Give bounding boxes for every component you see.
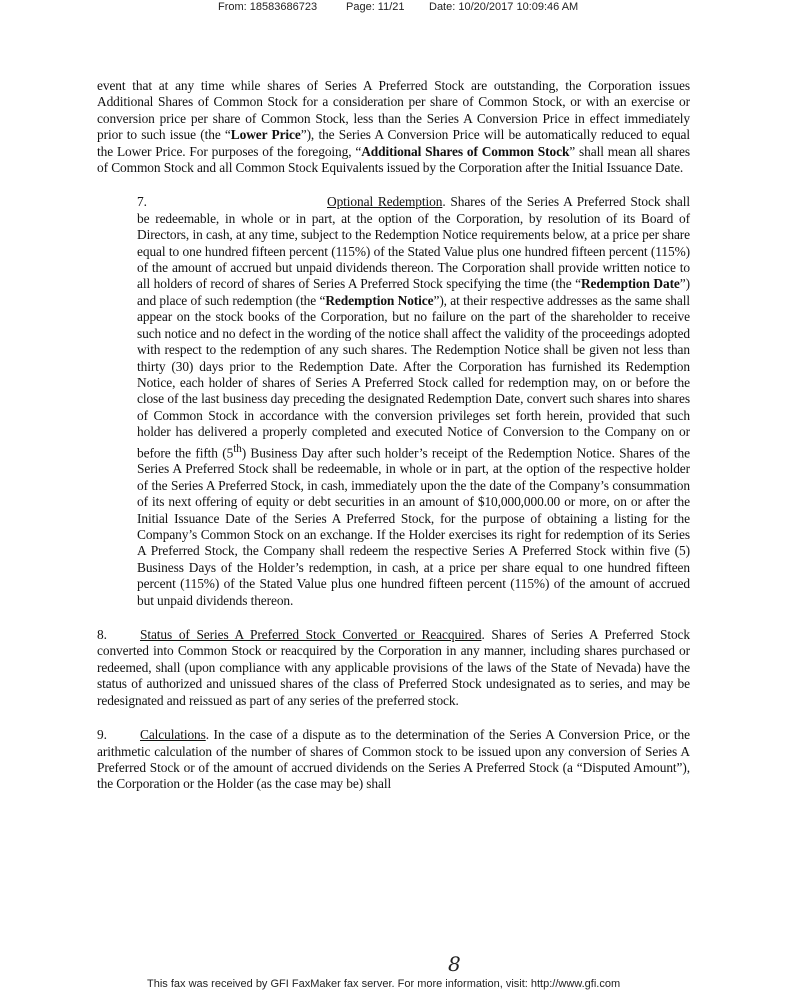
section-7-text-2: ”) and place of such redemption (the “: [137, 276, 690, 308]
section-7: [137, 194, 690, 609]
intro-text-2: ”), the Series A Conversion Price will be automatically reduced to equal the Lower Price. For purposes of the foregoing, “: [97, 127, 691, 159]
paragraph-intro: [97, 78, 690, 176]
term-redemption-date: Redemption Date: [580, 276, 680, 292]
fax-from: From: 18583686723: [218, 1, 318, 13]
section-8-number: 8.: [97, 627, 107, 643]
intro-text-3: ” shall mean all shares of Common Stock and all Common Stock Equivalents issued by the Corporation after the Initial Issuance Date.: [97, 143, 691, 176]
section-7-text-1: . Shares of the Series A Preferred Stock shall be redeemable, in whole or in part, at the option of the Corporation, by resolution of its Board of Directors, in cash, at any time, subject to the Redemption Notice requirements below, at a price per share equal to one hundred fifteen percent (115%) of the Stated Value plus one hundred fifteen percent (115%) of the amount of accrued but unpaid dividends thereon. The Corporation shall provide written notice to all holders of record of shares of Series A Preferred Stock specifying the time (the “: [137, 194, 691, 292]
term-lower-price: Lower Price: [230, 127, 301, 143]
page-number: 8: [448, 952, 461, 976]
section-9-heading: Calculations: [140, 727, 206, 743]
section-7-text-3: ”), at their respective addresses as the same shall appear on the stock books of the Corporation, but no failure on the part of the shareholder to receive such notice and no defect in the wording of the notice shall affect the validity of the proceedings adopted with respect to the redemption of any such shares. The Redemption Notice shall be given not less than thirty (30) days prior to the Redemption Date. After the Corporation has furnished its Redemption Notice, each holder of shares of Series A Preferred Stock called for redemption may, on or before the close of the last business day preceding the designated Redemption Date, convert such shares into shares of Common Stock in accordance with the conversion privileges set forth herein, provided that such holder has delivered a properly completed and executed Notice of Conversion to the Company on or before the fifth (5: [137, 292, 690, 460]
section-7-heading: Optional Redemption: [327, 194, 443, 210]
intro-text-1: event that at any time while shares of Series A Preferred Stock are outstanding, the Corporation issues Additional Shares of Common Stock for a consideration per share of Common Stock, or with an exercise or conversion price per share of Common Stock, less than the Series A Conversion Price in effect immediately prior to such issue (the “: [97, 78, 690, 143]
section-8: [97, 627, 690, 709]
fax-date: Date: 10/20/2017 10:09:46 AM: [429, 1, 579, 13]
superscript-th: th: [233, 442, 242, 455]
section-9-text: . In the case of a dispute as to the determination of the Series A Conversion Price, or the arithmetic calculation of the number of shares of Common stock to be issued upon any conversion of Series A Preferred Stock or of the amount of accrued dividends on the Series A Preferred Stock (a “Disputed Amount”), the Corporation or the Holder (as the case may be) shall: [97, 727, 690, 792]
section-7-number: 7.: [137, 194, 147, 210]
document-body: [97, 78, 690, 793]
section-9-number: 9.: [97, 727, 107, 743]
fax-footer: This fax was received by GFI FaxMaker fax server. For more information, visit: http://www.gfi.com: [147, 978, 621, 990]
fax-header: [0, 0, 798, 16]
term-additional-shares: Additional Shares of Common Stock: [361, 143, 570, 159]
section-8-text: . Shares of Series A Preferred Stock converted into Common Stock or reacquired by the Corporation in any manner, including shares purchased or redeemed, shall (upon compliance with any applicable provisions of the laws of the State of Nevada) have the status of authorized and unissued shares of the class of Preferred Stock undesignated as to series, and may be redesignated and reissued as part of any series of the preferred stock.: [97, 627, 690, 708]
section-8-heading: Status of Series A Preferred Stock Converted or Reacquired: [140, 627, 482, 643]
section-7-text-4: ) Business Day after such holder’s receipt of the Redemption Notice. Shares of the Series A Preferred Stock shall be redeemable, in whole or in part, at the option of the respective holder of the Series A Preferred Stock, in cash, immediately upon the the date of the Company’s consummation of its next offering of equity or debt securities in an amount of $10,000,000.00 or more, on or after the Initial Issuance Date of the Series A Preferred Stock, for the purpose of obtaining a listing for the Company’s Common Stock on an exchange. If the Holder exercises its right for redemption of its Series A Preferred Stock, the Company shall redeem the respective Series A Preferred Stock within five (5) Business Days of the Holder’s redemption, in cash, at a price per share equal to one hundred fifteen percent (115%) of the Stated Value plus one hundred fifteen percent (115%) of the amount of accrued but unpaid dividends thereon.: [137, 445, 690, 608]
section-9: [97, 727, 690, 793]
fax-page-count: Page: 11/21: [346, 1, 405, 13]
term-redemption-notice: Redemption Notice: [325, 292, 434, 308]
